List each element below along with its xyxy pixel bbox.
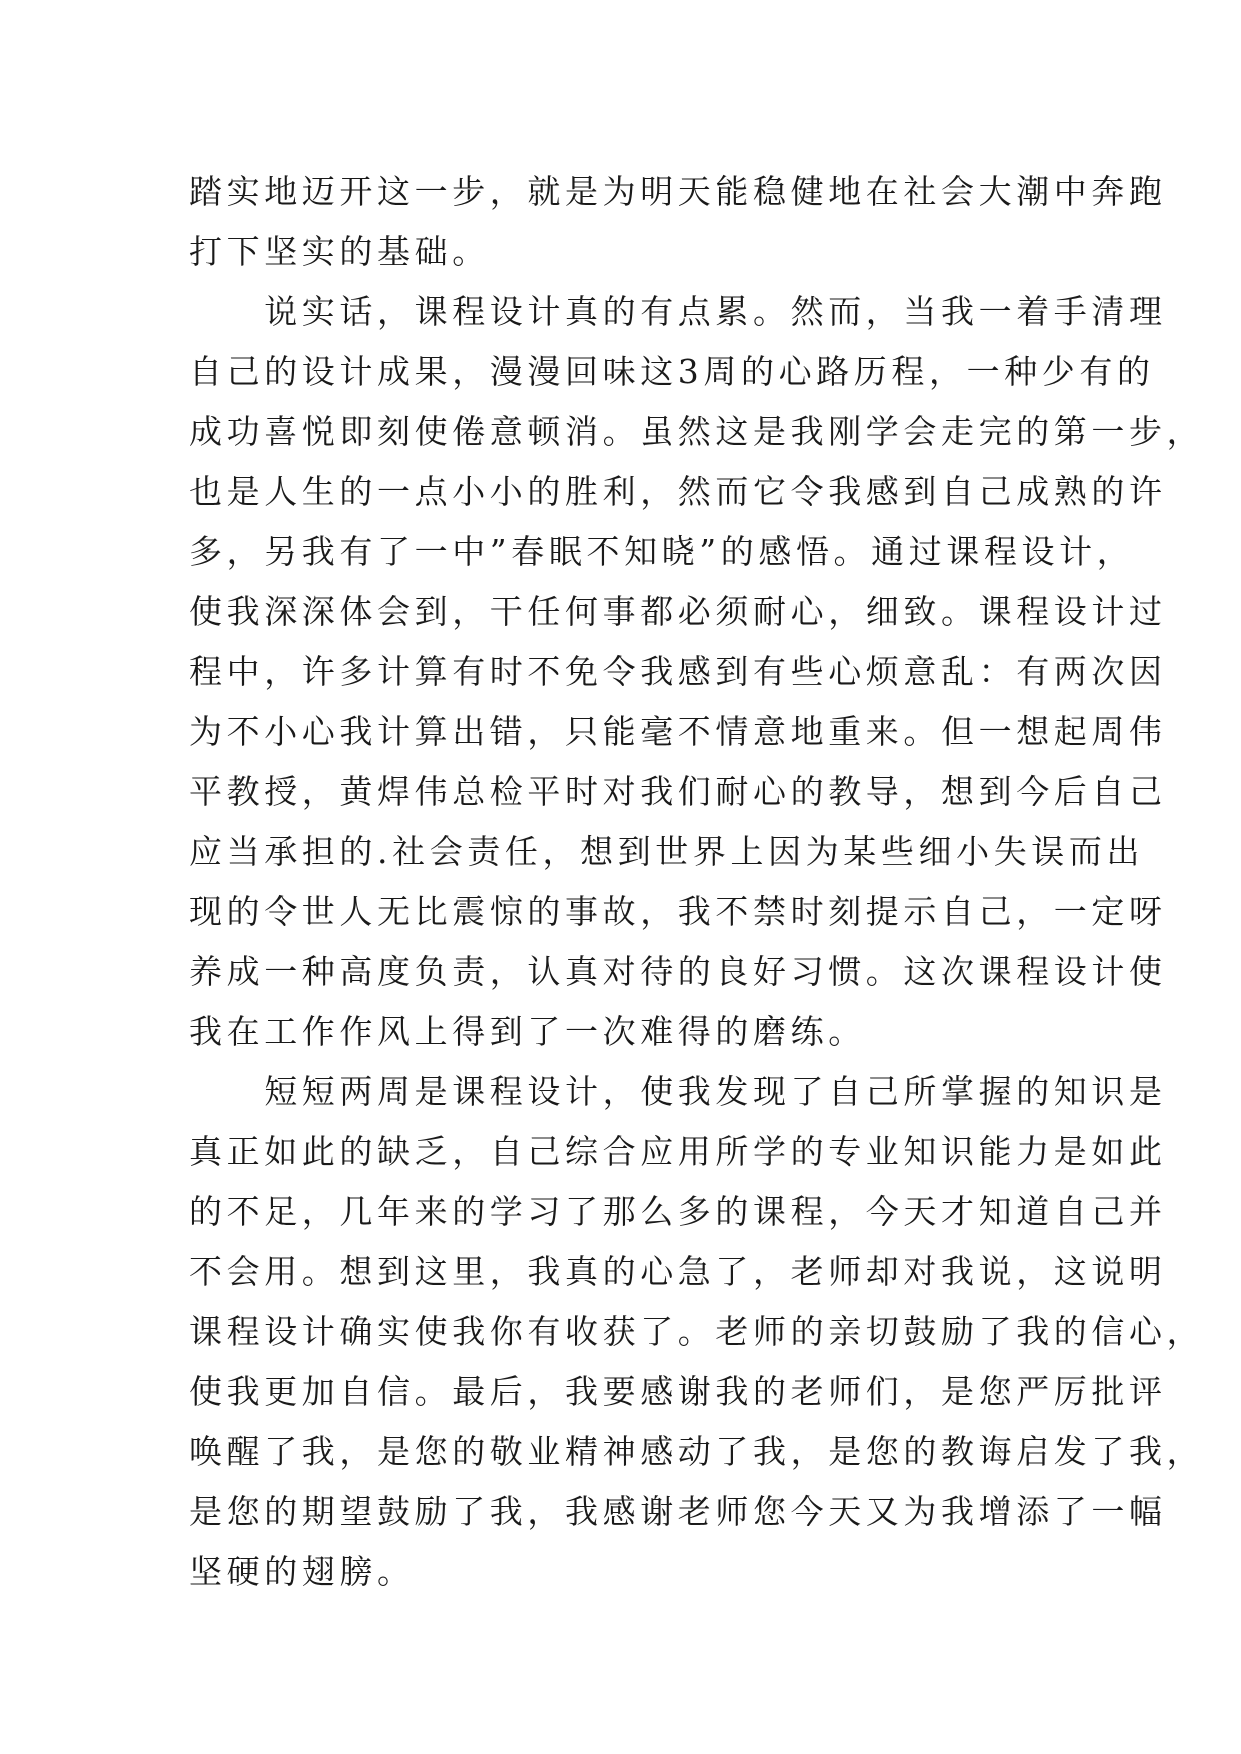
text-line: 也是人生的一点小小的胜利，然而它令我感到自己成熟的许	[189, 472, 1167, 511]
text-line: 踏实地迈开这一步，就是为明天能稳健地在社会大潮中奔跑	[189, 172, 1167, 211]
text-line: 坚硬的翅膀。	[189, 1552, 415, 1591]
text-line: 程中，许多计算有时不免令我感到有些心烦意乱：有两次因	[189, 652, 1167, 691]
text-line: 课程设计确实使我你有收获了。老师的亲切鼓励了我的信心，	[189, 1312, 1205, 1351]
paragraph-3	[189, 1062, 1205, 1602]
document-body	[189, 162, 1205, 1602]
text-line: 成功喜悦即刻使倦意顿消。虽然这是我刚学会走完的第一步，	[189, 412, 1205, 451]
text-line: 自己的设计成果，漫漫回味这3周的心路历程，一种少有的	[189, 352, 1155, 391]
text-line: 我在工作作风上得到了一次难得的磨练。	[189, 1012, 866, 1051]
text-line: 打下坚实的基础。	[189, 232, 490, 271]
text-line: 应当承担的.社会责任，想到世界上因为某些细小失误而出	[189, 832, 1145, 871]
text-line: 多，另我有了一中”春眠不知晓”的感悟。通过课程设计，	[189, 532, 1135, 571]
text-line: 说实话，课程设计真的有点累。然而，当我一着手清理	[189, 292, 1167, 331]
text-line: 是您的期望鼓励了我，我感谢老师您今天又为我增添了一幅	[189, 1492, 1167, 1531]
text-line: 现的令世人无比震惊的事故，我不禁时刻提示自己，一定呀	[189, 892, 1167, 931]
text-line: 短短两周是课程设计，使我发现了自己所掌握的知识是	[189, 1072, 1167, 1111]
text-line: 使我更加自信。最后，我要感谢我的老师们，是您严厉批评	[189, 1372, 1167, 1411]
text-line: 不会用。想到这里，我真的心急了，老师却对我说，这说明	[189, 1252, 1167, 1291]
text-line: 平教授，黄焊伟总检平时对我们耐心的教导，想到今后自己	[189, 772, 1167, 811]
text-line: 唤醒了我，是您的敬业精神感动了我，是您的教诲启发了我，	[189, 1432, 1205, 1471]
paragraph-2	[189, 282, 1205, 1062]
paragraph-1	[189, 162, 1167, 282]
text-line: 真正如此的缺乏，自己综合应用所学的专业知识能力是如此	[189, 1132, 1167, 1171]
text-line: 使我深深体会到，干任何事都必须耐心，细致。课程设计过	[189, 592, 1167, 631]
text-line: 的不足，几年来的学习了那么多的课程，今天才知道自己并	[189, 1192, 1167, 1231]
text-line: 为不小心我计算出错，只能毫不情意地重来。但一想起周伟	[189, 712, 1167, 751]
text-line: 养成一种高度负责，认真对待的良好习惯。这次课程设计使	[189, 952, 1167, 991]
